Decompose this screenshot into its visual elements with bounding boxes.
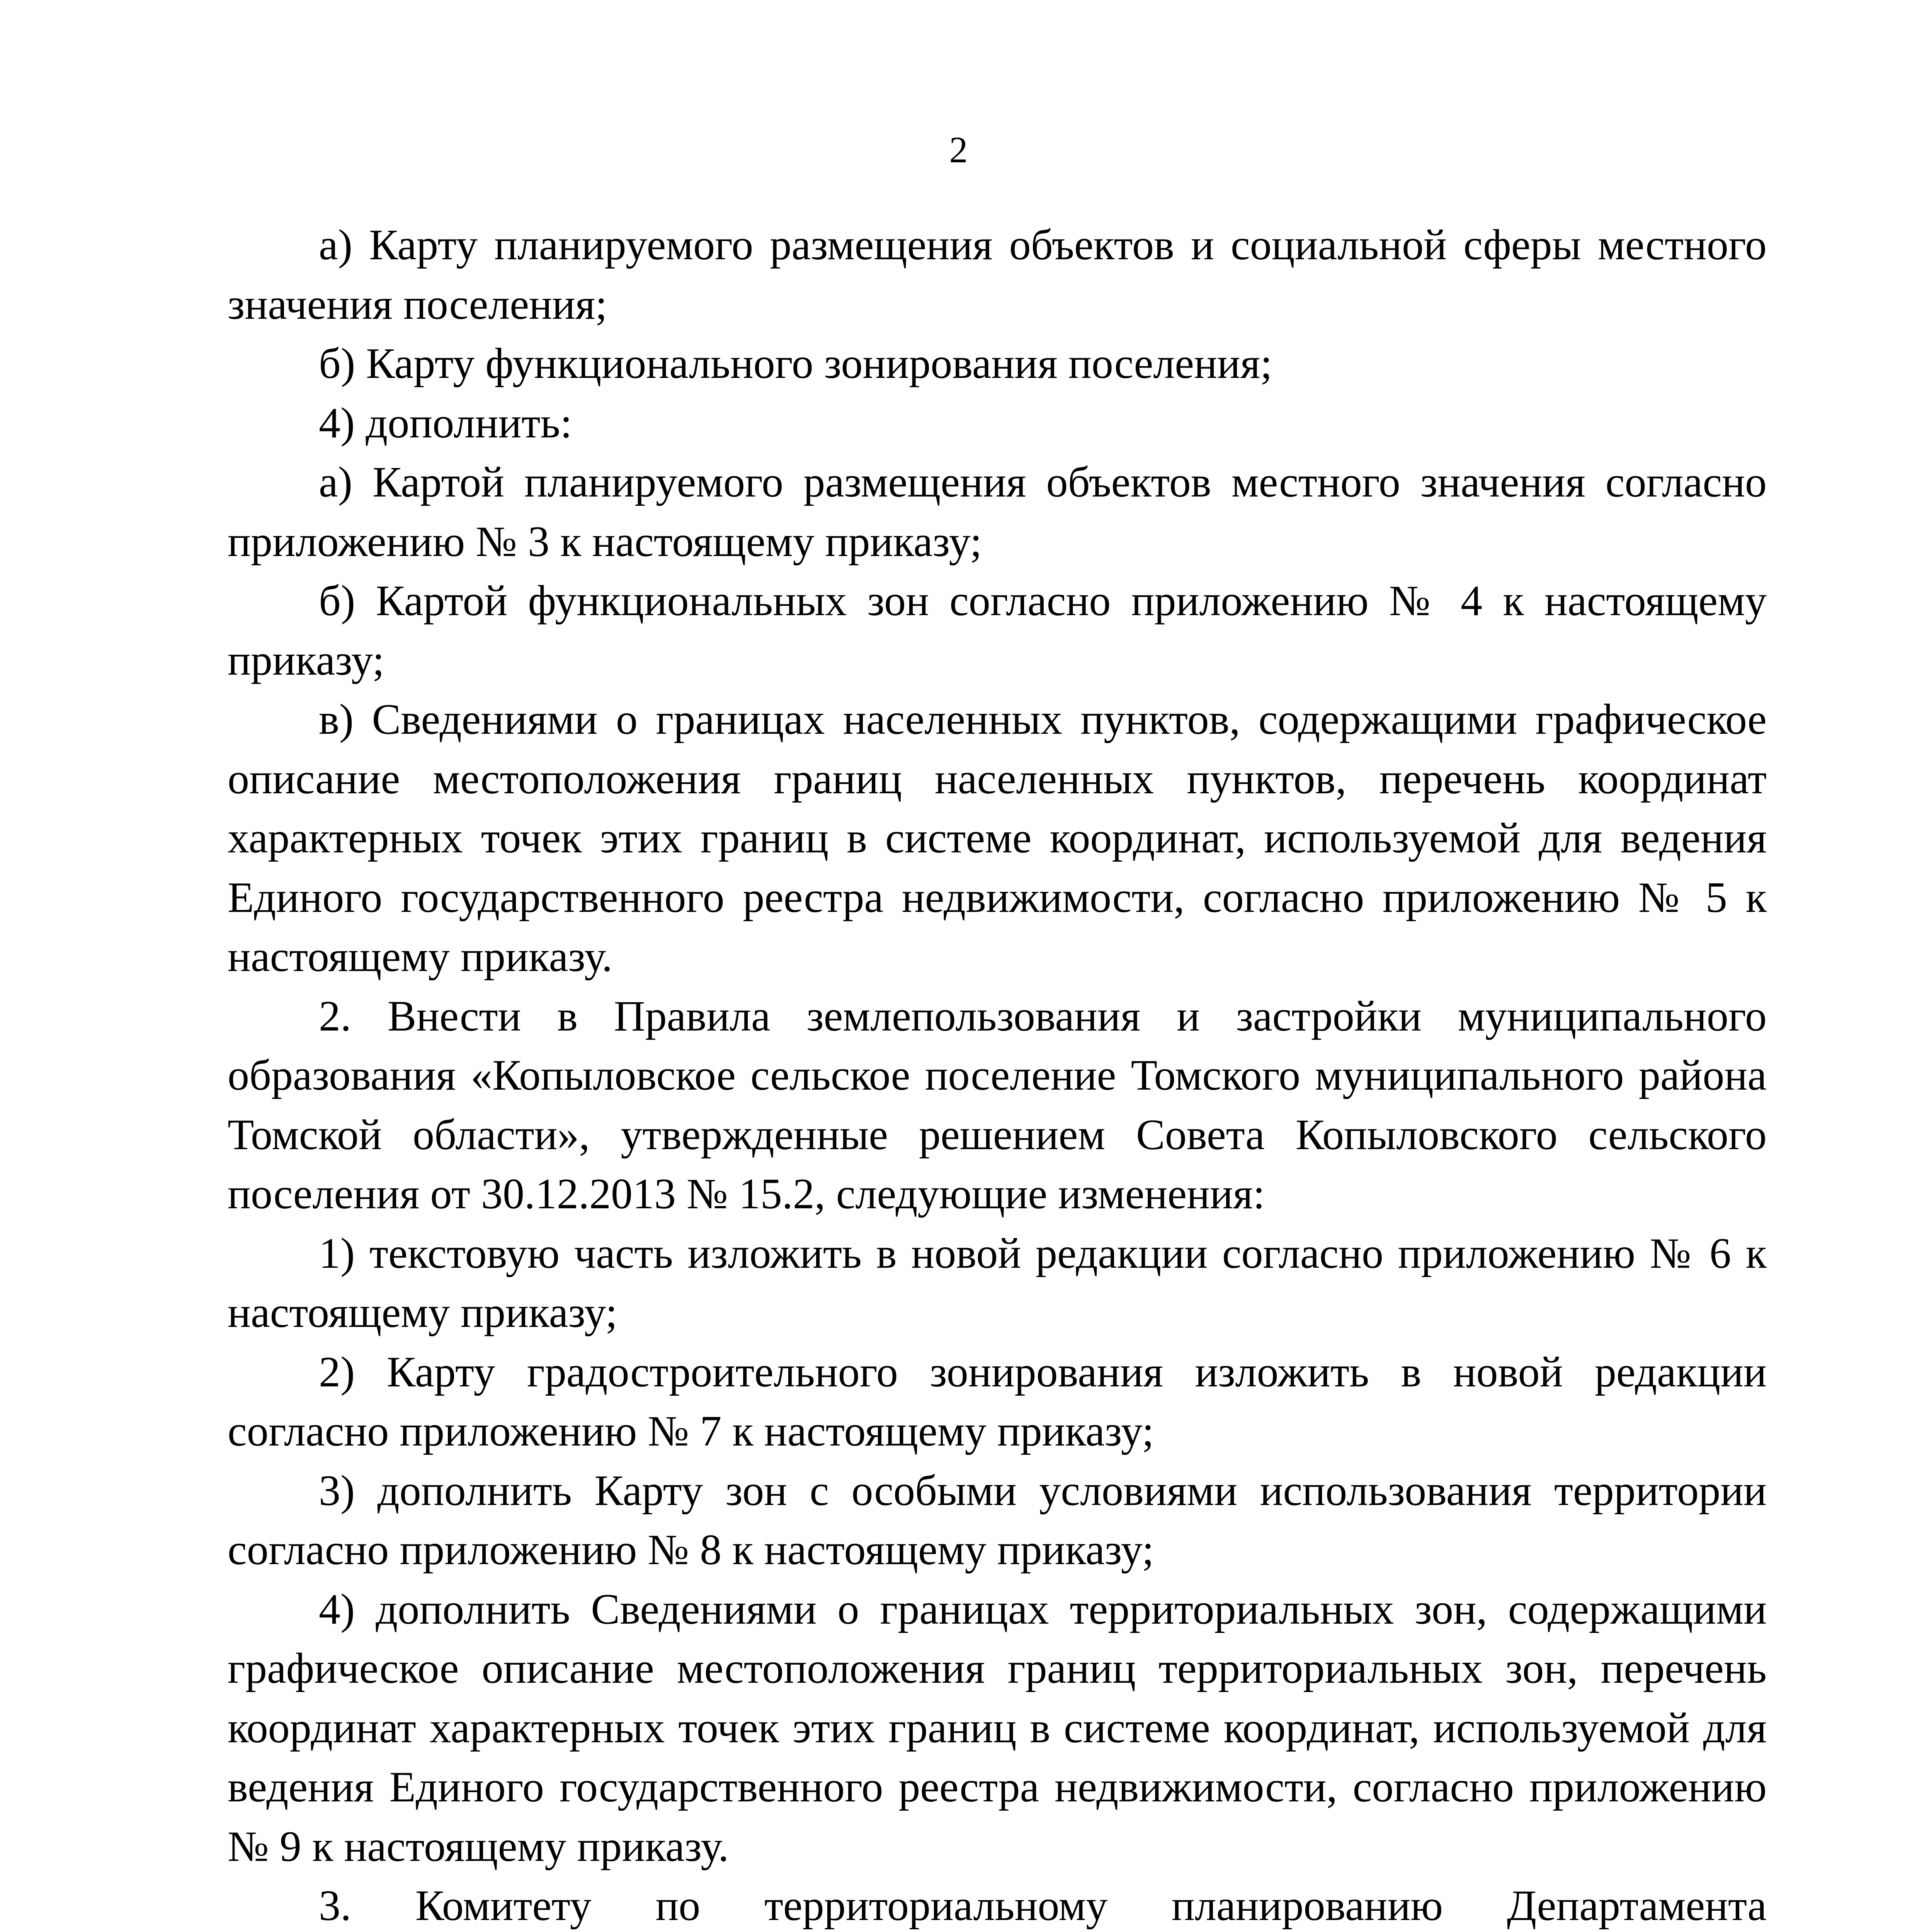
paragraph-item-4-territorial-zones: 4) дополнить Сведениями о границах территориальных зон, содержащими графическое описание местоположения границ территориальных зон, перечень координат характерных точек этих границ в системе координат, используемой для ведения Единого государственного реестра недвижимости, согласно приложению № 9 к настоящему приказу. xyxy=(228,1585,1767,1871)
paragraph-item-3-special-zones-map: 3) дополнить Карту зон с особыми условиями использования территории согласно приложению № 8 к настоящему приказу; xyxy=(228,1466,1767,1574)
document-body xyxy=(228,216,1767,1932)
paragraph-item-1-text-part: 1) текстовую часть изложить в новой редакции согласно приложению № 6 к настоящему приказу; xyxy=(228,1229,1767,1337)
paragraph-item-4-supplement: 4) дополнить: xyxy=(319,399,572,447)
paragraph-item-v-settlement-boundaries: в) Сведениями о границах населенных пунктов, содержащими графическое описание местоположения границ населенных пунктов, перечень координат характерных точек этих границ в системе координат, используемой для ведения Единого государственного реестра недвижимости, согласно приложению № 5 к настоящему приказу. xyxy=(228,696,1767,981)
paragraph-item-b-map-zoning: б) Карту функционального зонирования поселения; xyxy=(319,340,1272,388)
paragraph-section-3-planning-committee: 3. Комитету по территориальному планированию Департамента xyxy=(319,1882,1767,1930)
paragraph-item-a-map-local-objects: а) Картой планируемого размещения объектов местного значения согласно приложению № 3 к настоящему приказу; xyxy=(228,458,1767,566)
page-number: 2 xyxy=(949,129,968,170)
paragraph-section-2-land-use-rules: 2. Внести в Правила землепользования и застройки муниципального образования «Копыловское сельское поселение Томского муниципального района Томской области», утвержденные решением Совета Копыловского сельского поселения от 30.12.2013 № 15.2, следующие изменения: xyxy=(228,992,1767,1218)
paragraph-item-2-urban-zoning-map: 2) Карту градостроительного зонирования изложить в новой редакции согласно приложению № 7 к настоящему приказу; xyxy=(228,1348,1767,1455)
paragraph-item-a-map-social: а) Карту планируемого размещения объектов и социальной сферы местного значения поселения; xyxy=(228,221,1767,328)
paragraph-item-b-map-functional-zones: б) Картой функциональных зон согласно приложению № 4 к настоящему приказу; xyxy=(228,577,1767,684)
